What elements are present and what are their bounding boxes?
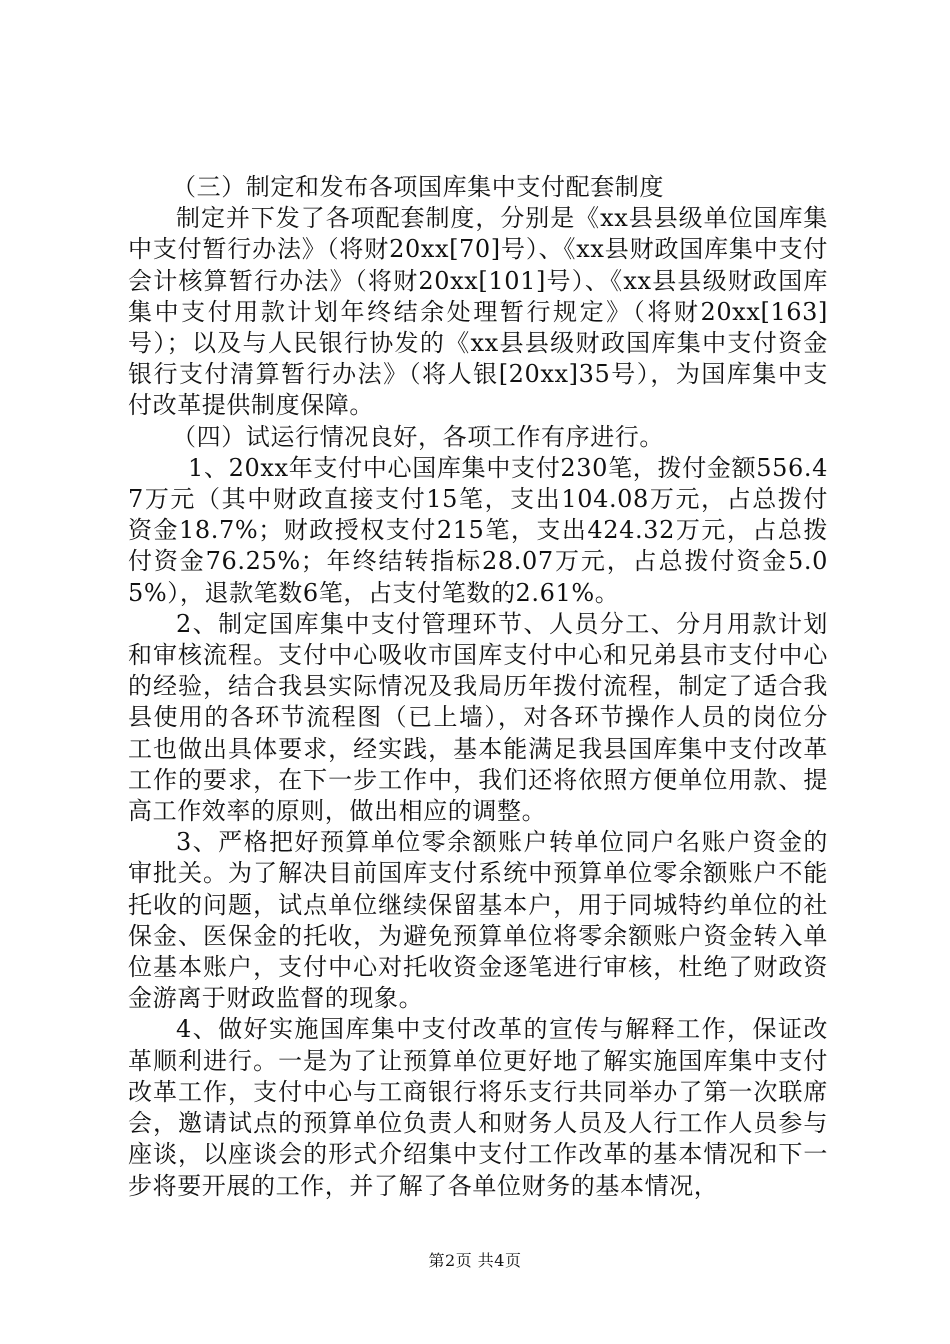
paragraph-item-4: 4、做好实施国库集中支付改革的宣传与解释工作，保证改革顺利进行。一是为了让预算单位更好地了解实施国库集中支付改革工作，支付中心与工商银行将乐支行共同举办了第一次联席会，邀请试点的预算单位负责人和财务人员及人行工作人员参与座谈，以座谈会的形式介绍集中支付工作改革的基本情况和下一步将要开展的工作，并了解了各单位财务的基本情况， <box>128 1015 828 1200</box>
section-heading-4: （四）试运行情况良好，各项工作有序进行。 <box>172 422 664 451</box>
paragraph-item-3: 3、严格把好预算单位零余额账户转单位同户名账户资金的审批关。为了解决目前国库支付系统中预算单位零余额账户不能托收的问题，试点单位继续保留基本户，用于同城特约单位的社保金、医保金的托收，为避免预算单位将零余额账户资金转入单位基本账户，支付中心对托收资金逐笔进行审核，杜绝了财政资金游离于财政监督的现象。 <box>128 828 828 1013</box>
paragraph-item-1: 1、20xx年支付中心国库集中支付230笔，拨付金额556.47万元（其中财政直接支付15笔，支出104.08万元，占总拨付资金18.7%；财政授权支付215笔，支出424.32万元，占总拨付资金76.25%；年终结转指标28.07万元，占总拨付资金5.05%），退款笔数6笔，占支付笔数的2.61%。 <box>128 453 828 607</box>
document-body <box>128 172 828 1202</box>
paragraph-regulations: 制定并下发了各项配套制度，分别是《xx县县级单位国库集中支付暂行办法》（将财20xx[70]号）、《xx县财政国库集中支付会计核算暂行办法》（将财20xx[101]号）、《xx县县级财政国库集中支付用款计划年终结余处理暂行规定》（将财20xx[163]号）；以及与人民银行协发的《xx县县级财政国库集中支付资金银行支付清算暂行办法》（将人银[20xx]35号），为国库集中支付改革提供制度保障。 <box>128 204 828 420</box>
paragraph-item-2: 2、制定国库集中支付管理环节、人员分工、分月用款计划和审核流程。支付中心吸收市国库支付中心和兄弟县市支付中心的经验，结合我县实际情况及我局历年拨付流程，制定了适合我县使用的各环节流程图（已上墙），对各环节操作人员的岗位分工也做出具体要求，经实践，基本能满足我县国库集中支付改革工作的要求，在下一步工作中，我们还将依照方便单位用款、提高工作效率的原则，做出相应的调整。 <box>128 609 828 826</box>
section-heading-3: （三）制定和发布各项国库集中支付配套制度 <box>172 173 664 201</box>
page-footer: 第2页 共4页 <box>428 1251 522 1270</box>
